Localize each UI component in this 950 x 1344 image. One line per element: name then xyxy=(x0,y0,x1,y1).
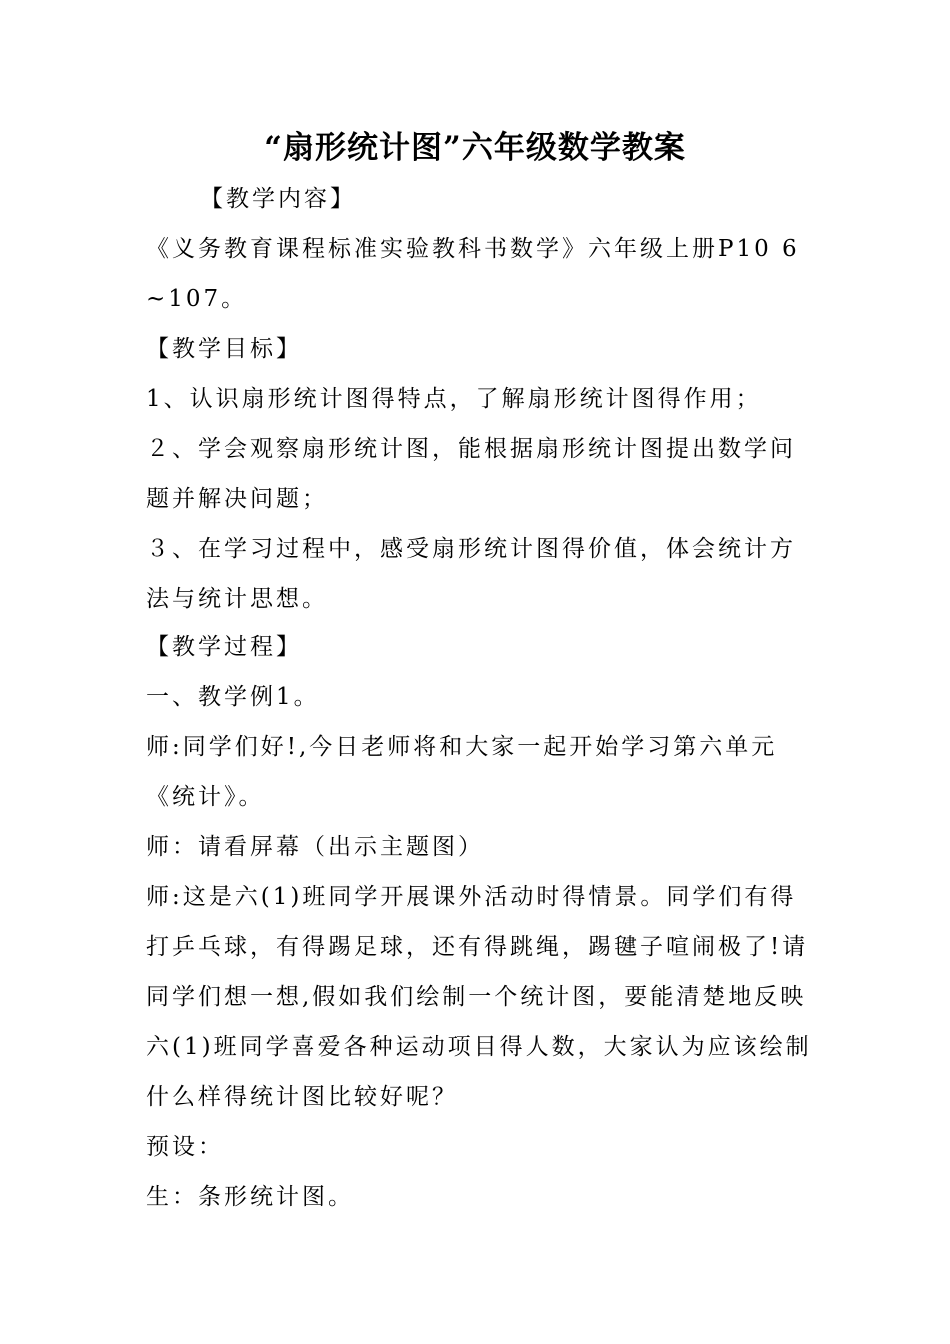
section-heading-goals: 【教学目标】 xyxy=(146,336,302,362)
document-title: “扇形统计图”六年级数学教案 xyxy=(264,130,686,166)
section-heading-content: 【教学内容】 xyxy=(200,186,356,212)
paragraph-line: ~107。 xyxy=(146,286,248,312)
paragraph-line: 生：条形统计图。 xyxy=(146,1184,354,1210)
paragraph-line: 《统计》。 xyxy=(146,784,265,810)
paragraph-line: 六(1)班同学喜爱各种运动项目得人数，大家认为应该绘制 xyxy=(146,1034,812,1060)
paragraph-line: 什么样得统计图比较好呢？ xyxy=(146,1084,458,1110)
paragraph-line: 师:同学们好!,今日老师将和大家一起开始学习第六单元 xyxy=(146,734,778,760)
paragraph-line: ３、在学习过程中，感受扇形统计图得价值，体会统计方 xyxy=(146,536,796,562)
paragraph-line: 题并解决问题； xyxy=(146,486,328,512)
paragraph-line: 预设： xyxy=(146,1134,224,1160)
paragraph-line: 同学们想一想,假如我们绘制一个统计图，要能清楚地反映 xyxy=(146,984,807,1010)
paragraph-line: 师:这是六(1)班同学开展课外活动时得情景。同学们有得 xyxy=(146,884,797,910)
paragraph-line: ２、学会观察扇形统计图，能根据扇形统计图提出数学问 xyxy=(146,436,796,462)
paragraph-line: 1、认识扇形统计图得特点，了解扇形统计图得作用； xyxy=(146,386,762,412)
paragraph-line: 师：请看屏幕（出示主题图） xyxy=(146,834,484,860)
paragraph-line: 法与统计思想。 xyxy=(146,586,328,612)
paragraph-line: 打乒乓球，有得踢足球，还有得跳绳，踢毽子喧闹极了!请 xyxy=(146,934,809,960)
paragraph-line: 一、教学例1。 xyxy=(146,684,320,710)
paragraph-line: 《义务教育课程标准实验教科书数学》六年级上册P10 6 xyxy=(146,236,800,262)
section-heading-process: 【教学过程】 xyxy=(146,634,302,660)
